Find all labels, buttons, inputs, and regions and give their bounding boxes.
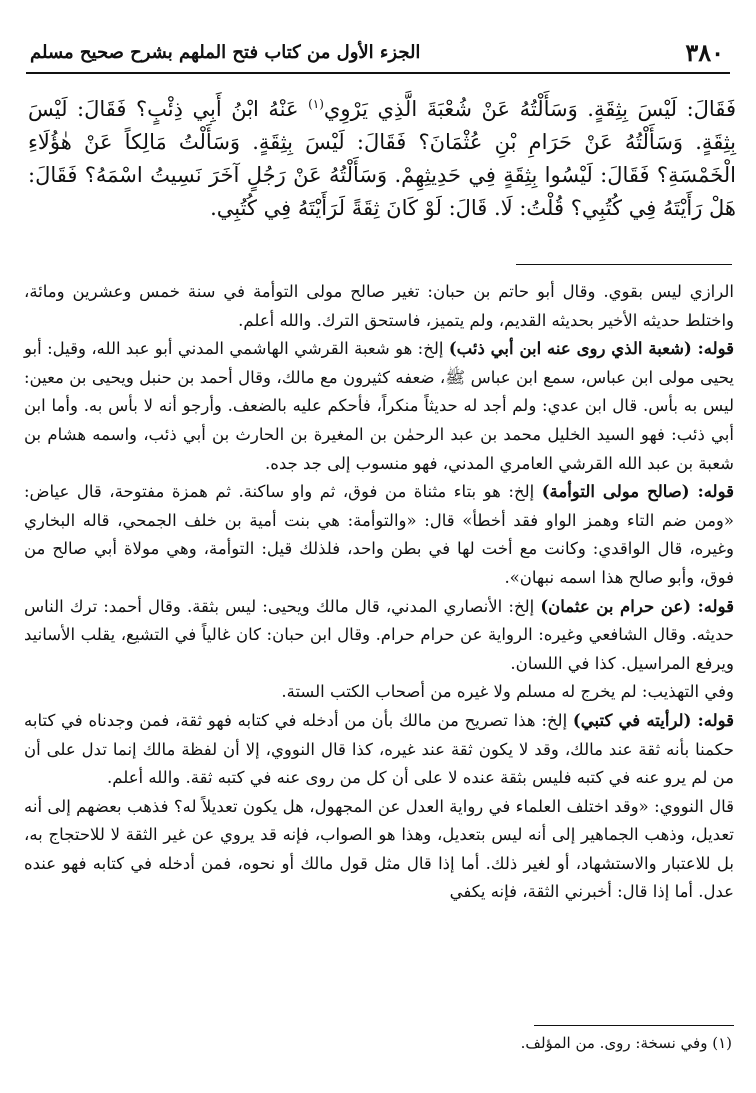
hadith-text-part: عَنْهُ ابْنُ أَبِي ذِئْبٍ؟ فَقَالَ: لَيْسَ بِثِقَةٍ. وَسَأَلْتُهُ عَنْ حَرَامِ بْنِ عُثْمَانَ؟ فَقَالَ: لَيْسَ بِثِقَةٍ. وَسَأَلْتُ مَالِكاً عَنْ هٰؤُلَاءِ الْخَمْسَةِ؟ فَقَالَ: لَيْسُوا بِثِقَةٍ فِي حَدِيثِهِمْ. وَسَأَلْتُهُ عَنْ رَجُلٍ آخَرَ نَسِيتُ اسْمَهُ؟ فَقَالَ: هَلْ رَأَيْتَهُ فِي كُتُبِي؟ قُلْتُ: لَا. قَالَ: لَوْ كَانَ ثِقَةً لَرَأَيْتَهُ فِي كُتُبِي. <box>28 97 736 220</box>
lemma-text: إلخ: هو شعبة القرشي الهاشمي المدني أبو عبد الله، وقيل: أبو يحيى مولى ابن عباس، سمع ابن عباس ﷺ، ضعفه كثيرون مع مالك، وقال أحمد بن حنبل ويحيى بن معين: ليس به بأس. قال ابن عدي: ولم أجد له حديثاً منكراً، فأحكم عليه بالضعف. وأرجو أنه لا بأس به. وأما ابن أبي ذئب: فهو السيد الخليل محمد بن عبد الرحمٰن بن المغيرة بن الحارث بن أبي ذئب، واسمه هشام بن شعبة بن عبد الله القرشي العامري المدني، فهو منسوب إلى جد جده. <box>24 339 734 473</box>
lemma-text: إلخ: هذا تصريح من مالك بأن من أدخله في كتابه فهو ثقة، فمن وجدناه في كتابه حكمنا بأنه ثقة عند مالك، وقد لا يكون ثقة عند غيره، كذا قال النووي، إلا أن لفظة مالك إنما تدل على أن من لم يرو عنه في كتبه فليس بثقة عنده لا على أن كل من روى عنه في كتبه ثقة. والله أعلم. <box>24 710 734 788</box>
footnote-marker: (١) <box>308 97 324 111</box>
commentary <box>24 278 734 907</box>
hadith-paragraph <box>28 88 736 225</box>
hadith-text-part: فَقَالَ: لَيْسَ بِثِقَةٍ. وَسَأَلْتُهُ عَنْ شُعْبَةَ الَّذِي يَرْوِي <box>323 97 736 121</box>
section-divider <box>516 264 732 265</box>
header-rule <box>26 72 730 74</box>
commentary-paragraph <box>24 593 734 679</box>
hadith-text <box>28 88 736 225</box>
page-number: ٣٨٠ <box>685 38 724 67</box>
lemma-heading: قوله: (لرأيته في كتبي) <box>572 710 735 730</box>
commentary-paragraph <box>24 707 734 793</box>
commentary-paragraph <box>24 478 734 592</box>
page-header <box>26 36 730 76</box>
lemma-text: إلخ: الأنصاري المدني، قال مالك ويحيى: ليس بثقة. وقال أحمد: ترك الناس حديثه. وقال الشافعي وغيره: الرواية عن حرام حرام. وقال ابن حبان: كان غالياً في التشيع، يقلب الأسانيد ويرفع المراسيل. كذا في اللسان. <box>24 596 734 673</box>
commentary-paragraph: وفي التهذيب: لم يخرج له مسلم ولا غيره من أصحاب الكتب الستة. <box>281 682 734 702</box>
commentary-paragraph: الرازي ليس بقوي. وقال أبو حاتم بن حبان: تغير صالح مولى التوأمة في سنة خمس وعشرين ومائة، واختلط حديثه الأخير بحديثه القديم، ولم يتميز، فاستحق الترك. والله أعلم. <box>24 282 734 330</box>
commentary-paragraph: قال النووي: «وقد اختلف العلماء في رواية العدل عن المجهول، هل يكون تعديلاً له؟ فذهب بعضهم إلى أنه تعديل، وذهب الجماهير إلى أنه ليس بتعديل، وهذا هو الصواب، فإنه قد يروي عن غير الثقة لا للاحتجاج به، بل للاعتبار والاستشهاد، أو لغير ذلك. أما إذا قال مثل قول مالك أو نحوه، فمن أدخله في كتابه فهو عنده عدل. أما إذا قال: أخبرني الثقة، فإنه يكفي <box>24 796 734 902</box>
running-title: الجزء الأول من كتاب فتح الملهم بشرح صحيح مسلم <box>30 42 421 63</box>
footnote-rule <box>534 1025 734 1026</box>
footnote: (١) وفي نسخة: روى. من المؤلف. <box>520 1034 732 1052</box>
lemma-text: إلخ: هو بتاء مثناة من فوق، ثم واو ساكنة. ثم همزة مفتوحة، قال عياض: «ومن ضم التاء وهمز الواو فقد أخطأ» قال: «والتوأمة: هي بنت أمية بن خلف الجمحي، قاله البخاري وغيره، قال الواقدي: وكانت مع أخت لها في بطن واحد، فلذلك قيل: التوأمة، وهي مولاة أبي صالح من فوق، وأبو صالح هذا اسمه نبهان». <box>24 482 734 587</box>
lemma-heading: قوله: (صالح مولى التوأمة) <box>541 482 734 502</box>
commentary-paragraph <box>24 335 734 478</box>
lemma-heading: قوله: (عن حرام بن عثمان) <box>540 596 734 616</box>
lemma-heading: قوله: (شعبة الذي روى عنه ابن أبي ذئب) <box>448 339 735 359</box>
